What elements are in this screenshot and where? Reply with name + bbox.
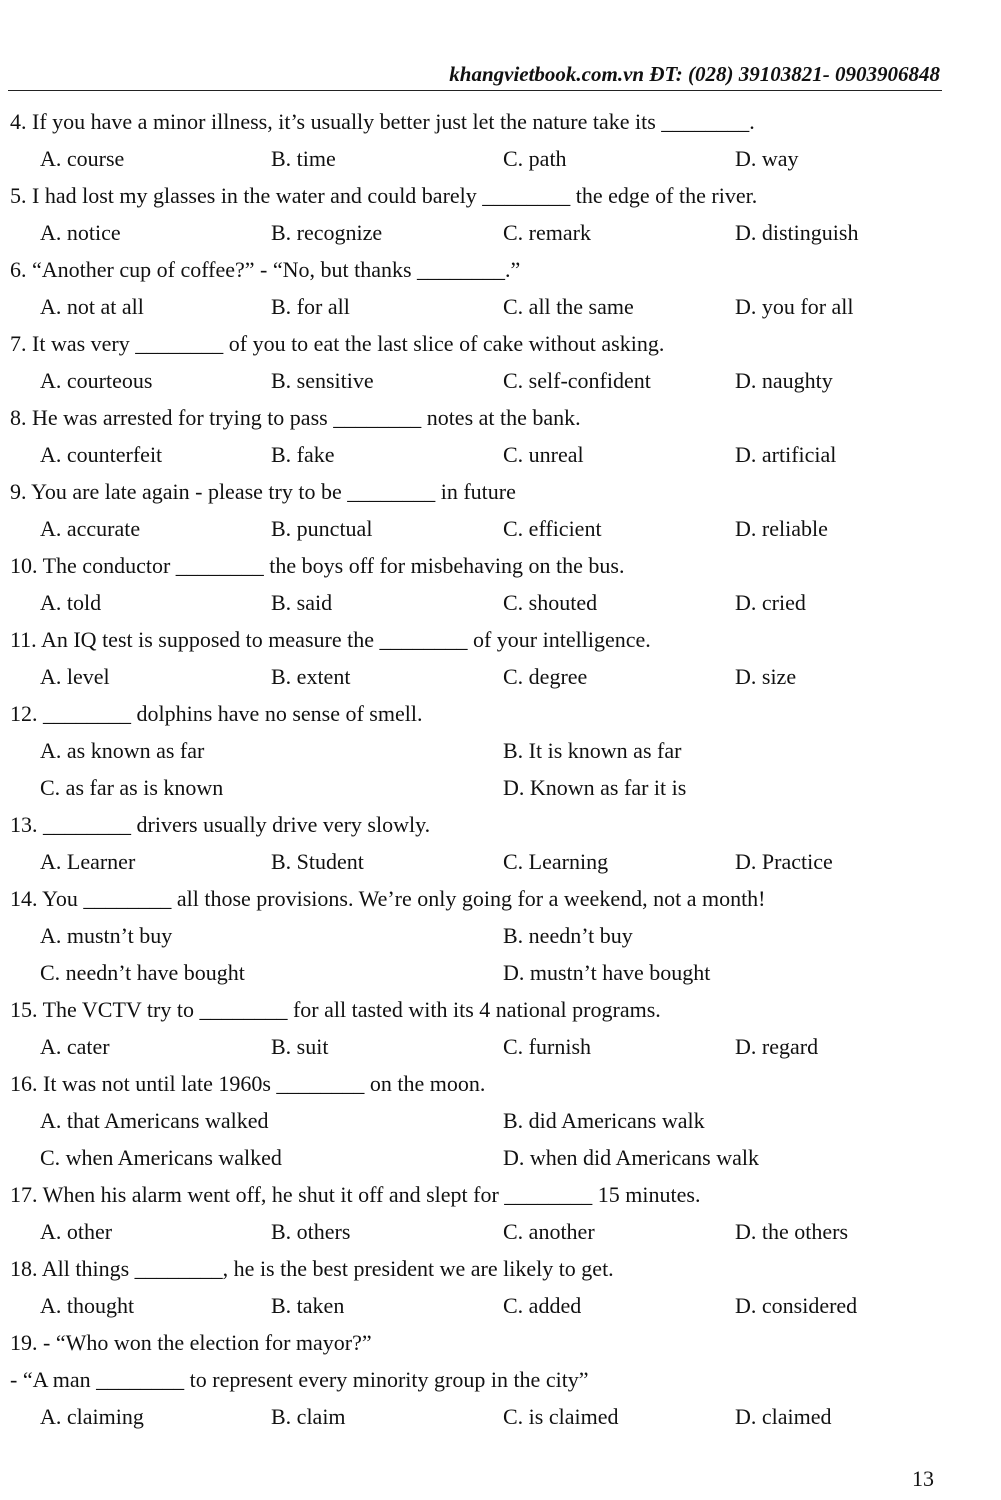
option-a: A. claiming (40, 1404, 144, 1429)
option-c: C. when Americans walked (40, 1145, 282, 1170)
option-c: C. furnish (503, 1034, 591, 1059)
header-rule (8, 90, 942, 91)
option-a: A. as known as far (40, 738, 205, 763)
options-row (0, 436, 1001, 473)
question-18: 18. All things ________, he is the best president we are likely to get. (10, 1256, 614, 1281)
option-c: C. self-confident (503, 368, 651, 393)
option-a: A. cater (40, 1034, 110, 1059)
option-d: D. mustn’t have bought (503, 960, 711, 985)
option-a: A. course (40, 146, 125, 171)
option-d: D. regard (735, 1034, 819, 1059)
option-b: B. suit (271, 1034, 329, 1059)
option-a: A. told (40, 590, 102, 615)
option-a: A. thought (40, 1293, 135, 1318)
option-d: D. the others (735, 1219, 849, 1244)
options-row (0, 584, 1001, 621)
option-a: A. Learner (40, 849, 136, 874)
options-row (0, 214, 1001, 251)
options-row (0, 510, 1001, 547)
option-b: B. extent (271, 664, 351, 689)
question-11: 11. An IQ test is supposed to measure the ________ of your intelligence. (10, 627, 651, 652)
options-row (0, 362, 1001, 399)
option-b: B. needn’t buy (503, 923, 633, 948)
option-c: C. another (503, 1219, 595, 1244)
option-a: A. counterfeit (40, 442, 163, 467)
question-19: 19. - “Who won the election for mayor?” (10, 1330, 372, 1355)
question-9: 9. You are late again - please try to be ________ in future (10, 479, 516, 504)
question-19-continuation: - “A man ________ to represent every minority group in the city” (10, 1367, 589, 1392)
option-c: C. added (503, 1293, 582, 1318)
option-d: D. way (735, 146, 799, 171)
question-10: 10. The conductor ________ the boys off for misbehaving on the bus. (10, 553, 625, 578)
option-a: A. that Americans walked (40, 1108, 269, 1133)
options-row (0, 732, 1001, 769)
question-list (0, 103, 1001, 1435)
options-row (0, 658, 1001, 695)
options-row (0, 1287, 1001, 1324)
question-16: 16. It was not until late 1960s ________ on the moon. (10, 1071, 486, 1096)
option-b: B. recognize (271, 220, 383, 245)
option-b: B. others (271, 1219, 351, 1244)
option-b: B. said (271, 590, 333, 615)
option-c: C. needn’t have bought (40, 960, 245, 985)
option-d: D. naughty (735, 368, 833, 393)
option-a: A. mustn’t buy (40, 923, 173, 948)
question-7: 7. It was very ________ of you to eat the last slice of cake without asking. (10, 331, 665, 356)
option-a: A. level (40, 664, 110, 689)
option-d: D. size (735, 664, 797, 689)
option-d: D. Practice (735, 849, 833, 874)
option-c: C. efficient (503, 516, 602, 541)
option-c: C. degree (503, 664, 588, 689)
option-b: B. fake (271, 442, 335, 467)
option-c: C. Learning (503, 849, 609, 874)
option-d: D. when did Americans walk (503, 1145, 759, 1170)
option-c: C. unreal (503, 442, 584, 467)
options-row (0, 1102, 1001, 1139)
options-row (0, 769, 1001, 806)
question-4: 4. If you have a minor illness, it’s usually better just let the nature take its ________. (10, 109, 755, 134)
option-a: A. notice (40, 220, 121, 245)
options-row (0, 1213, 1001, 1250)
question-14: 14. You ________ all those provisions. We’re only going for a weekend, not a month! (10, 886, 766, 911)
option-b: B. Student (271, 849, 364, 874)
options-row (0, 288, 1001, 325)
page-header: khangvietbook.com.vn ĐT: (028) 39103821- 0903906848 (449, 62, 940, 86)
question-5: 5. I had lost my glasses in the water and could barely ________ the edge of the river. (10, 183, 758, 208)
question-13: 13. ________ drivers usually drive very slowly. (10, 812, 431, 837)
option-a: A. not at all (40, 294, 144, 319)
question-15: 15. The VCTV try to ________ for all tasted with its 4 national programs. (10, 997, 661, 1022)
page-number: 13 (912, 1466, 934, 1491)
question-17: 17. When his alarm went off, he shut it off and slept for ________ 15 minutes. (10, 1182, 701, 1207)
options-row (0, 1139, 1001, 1176)
option-d: D. considered (735, 1293, 858, 1318)
option-b: B. taken (271, 1293, 345, 1318)
option-b: B. claim (271, 1404, 346, 1429)
option-c: C. is claimed (503, 1404, 619, 1429)
option-d: D. Known as far it is (503, 775, 687, 800)
option-d: D. claimed (735, 1404, 832, 1429)
option-d: D. distinguish (735, 220, 859, 245)
option-c: C. remark (503, 220, 591, 245)
option-b: B. for all (271, 294, 350, 319)
option-b: B. sensitive (271, 368, 374, 393)
question-8: 8. He was arrested for trying to pass ________ notes at the bank. (10, 405, 581, 430)
option-c: C. shouted (503, 590, 598, 615)
question-6: 6. “Another cup of coffee?” - “No, but thanks ________.” (10, 257, 521, 282)
question-12: 12. ________ dolphins have no sense of smell. (10, 701, 423, 726)
option-d: D. cried (735, 590, 806, 615)
option-d: D. artificial (735, 442, 837, 467)
option-b: B. It is known as far (503, 738, 682, 763)
option-c: C. as far as is known (40, 775, 224, 800)
options-row (0, 954, 1001, 991)
option-d: D. reliable (735, 516, 828, 541)
options-row (0, 917, 1001, 954)
options-row (0, 1028, 1001, 1065)
options-row (0, 843, 1001, 880)
option-c: C. path (503, 146, 567, 171)
options-row (0, 140, 1001, 177)
option-c: C. all the same (503, 294, 634, 319)
option-b: B. punctual (271, 516, 373, 541)
option-b: B. time (271, 146, 336, 171)
option-a: A. accurate (40, 516, 141, 541)
option-a: A. other (40, 1219, 113, 1244)
option-d: D. you for all (735, 294, 854, 319)
option-a: A. courteous (40, 368, 153, 393)
option-b: B. did Americans walk (503, 1108, 705, 1133)
options-row (0, 1398, 1001, 1435)
